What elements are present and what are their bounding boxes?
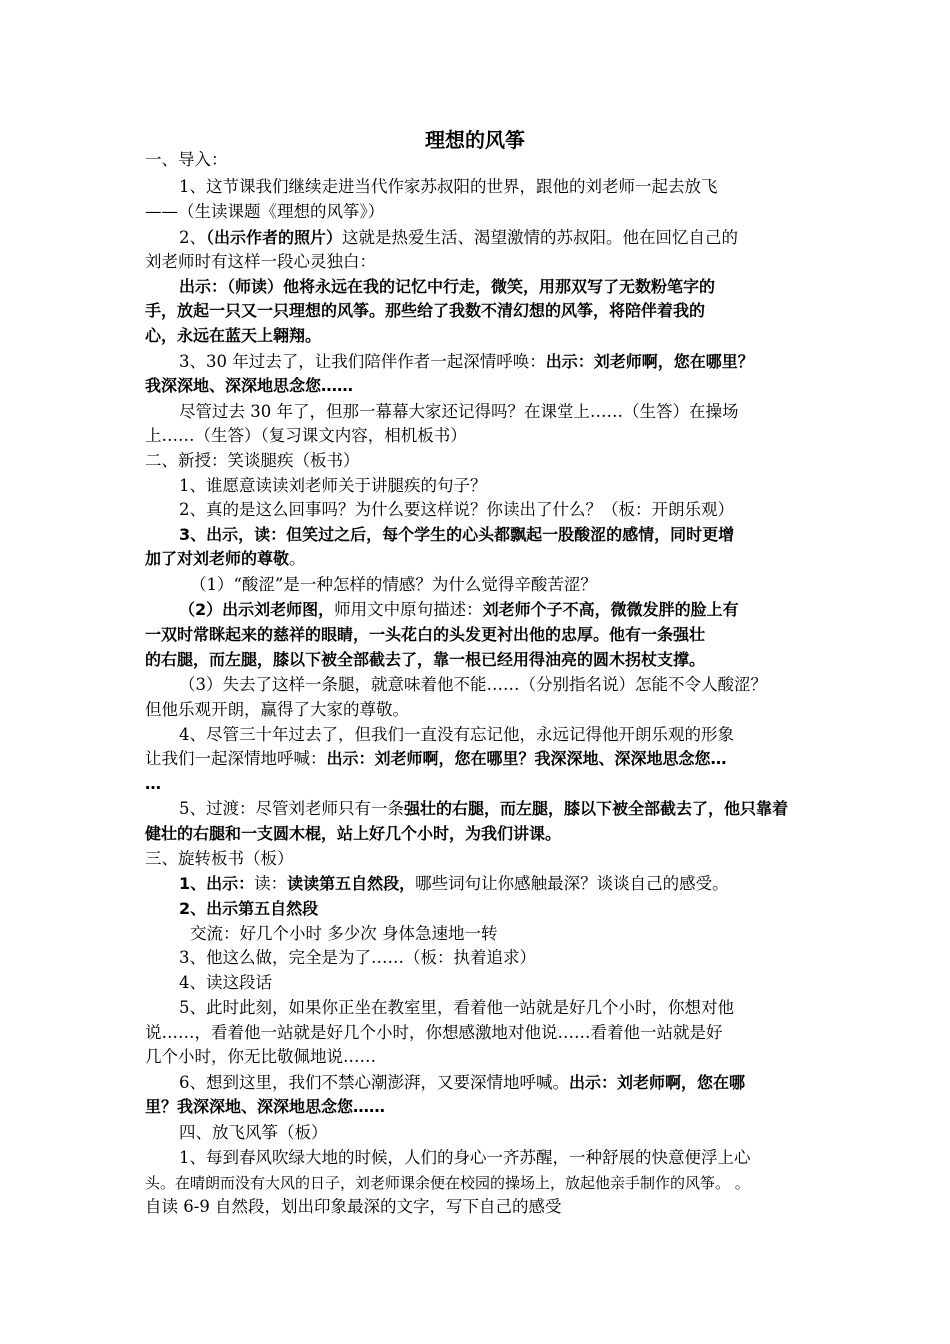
bold-quote-line: 里？我深深地、深深地思念您…… [145, 1097, 386, 1116]
bold-span: 读读第五自然段， [287, 874, 416, 893]
section-heading-kite: 四、放飞风筝（板） [179, 1123, 328, 1142]
text-span: 师用文中原句描述： [334, 600, 483, 619]
bold-span: 加了对刘老师的尊敬 [145, 549, 290, 568]
paragraph-line: 尽管过去 30 年了，但那一幕幕大家还记得吗？在课堂上……（生答）在操场 [179, 402, 739, 421]
paragraph-line [179, 226, 810, 250]
paragraph-line: 刘老师时有这样一段心灵独白： [145, 252, 376, 271]
text-span: 2、 [179, 228, 206, 247]
bold-span: 强壮的右腿，而左腿，膝以下被全部截去了，他只靠着 [404, 799, 789, 818]
text-span: 6、想到这里，我们不禁心潮澎湃，又要深情地呼喊。 [179, 1073, 569, 1092]
bold-span: 刘老师个子不高，微微发胖的脸上有 [482, 600, 739, 619]
bold-quote-line: 的右腿，而左腿，膝以下被全部截去了，靠一根已经用得油亮的圆木拐杖支撑。 [145, 650, 706, 669]
bold-quote-line: 一双时常眯起来的慈祥的眼睛，一头花白的头发更衬出他的忠厚。他有一条强壮 [145, 625, 706, 644]
paragraph-line [179, 797, 810, 821]
bold-quote-line: 手，放起一只又一只理想的风筝。那些给了我数不清幻想的风筝，将陪伴着我的 [145, 301, 706, 320]
paragraph-line: 4、读这段话 [179, 973, 272, 992]
paragraph-line: 交流：好几个小时 多少次 身体急速地一转 [190, 924, 498, 943]
text-span: 哪些词句让你感触最深？谈谈自己的感受。 [415, 874, 729, 893]
bold-span: 出示：刘老师啊，您在哪里？我深深地、深深地思念您… [326, 749, 727, 768]
bold-quote-line: 出示：（师读）他将永远在我的记忆中行走，微笑，用那双写了无数粉笔字的 [179, 277, 716, 296]
bold-quote-line: 3、出示，读：但笑过之后，每个学生的心头都飘起一股酸涩的感情，同时更增 [179, 525, 735, 544]
bold-quote-line: 健壮的右腿和一支圆木棍，站上好几个小时，为我们讲课。 [145, 824, 562, 843]
section-heading-board: 三、旋转板书（板） [145, 849, 294, 868]
paragraph-line: 1、谁愿意读读刘老师关于讲腿疾的句子？ [179, 476, 487, 495]
bold-span: 1、出示： [179, 874, 255, 893]
paragraph-line [179, 872, 810, 896]
text-span: 读： [254, 874, 288, 893]
bold-span: （2）出示刘老师图， [179, 600, 335, 619]
paragraph-line [145, 747, 810, 771]
section-heading-new: 二、新授：笑谈腿疾（板书） [145, 451, 360, 470]
paragraph-line: 4、尽管三十年过去了，但我们一直没有忘记他，永远记得他开朗乐观的形象 [179, 725, 734, 744]
paragraph-line: 但他乐观开朗，赢得了大家的尊敬。 [145, 700, 409, 719]
paragraph-line: 说……，看着他一站就是好几个小时，你想感激地对他说……看着他一站就是好 [145, 1023, 723, 1042]
section-heading-intro: 一、导入： [145, 150, 228, 169]
bold-span: 出示：刘老师啊，您在哪 [569, 1073, 746, 1092]
document-title: 理想的风筝 [425, 128, 525, 152]
paragraph-line [179, 350, 810, 374]
bold-quote-line: … [145, 774, 161, 793]
bold-span: 出示：刘老师啊，您在哪里？ [545, 352, 754, 371]
bold-quote-line: 心，永远在蓝天上翱翔。 [145, 326, 322, 345]
bold-span: （出示作者的照片） [206, 228, 343, 247]
paragraph-line [179, 598, 810, 622]
paragraph-line: 5、此时此刻，如果你正坐在教室里，看着他一站就是好几个小时，你想对他 [179, 998, 734, 1017]
paragraph-line [145, 547, 810, 571]
paragraph-line: 头。在晴朗而没有大风的日子，刘老师课余便在校园的操场上，放起他亲手制作的风筝。 。 [145, 1174, 750, 1192]
paragraph-line: 1、每到春风吹绿大地的时候，人们的身心一齐苏醒，一种舒展的快意便浮上心 [179, 1148, 751, 1167]
paragraph-line: 1、这节课我们继续走进当代作家苏叔阳的世界，跟他的刘老师一起去放飞 [179, 177, 718, 196]
paragraph-line: （1）“酸涩”是一种怎样的情感？为什么觉得辛酸苦涩？ [190, 575, 597, 594]
paragraph-line: ——（生读课题《理想的风筝》） [145, 202, 385, 221]
text-span: 这就是热爱生活、渴望激情的苏叔阳。他在回忆自己的 [342, 228, 739, 247]
paragraph-line: 3、他这么做，完全是为了……（板：执着追求） [179, 948, 536, 967]
paragraph-line: 几个小时，你无比敬佩地说…… [145, 1047, 376, 1066]
paragraph-line: 2、真的是这么回事吗？为什么要这样说？你读出了什么？（板：开朗乐观） [179, 500, 734, 519]
text-span: 让我们一起深情地呼喊： [145, 749, 327, 768]
paragraph-line: （3）失去了这样一条腿，就意味着他不能……（分别指名说）怎能不令人酸涩？ [179, 675, 767, 694]
paragraph-line [179, 1071, 810, 1095]
text-span: 。 [289, 549, 306, 568]
text-span: 3、30 年过去了，让我们陪伴作者一起深情呼唤： [179, 352, 546, 371]
bold-quote-line: 我深深地、深深地思念您…… [145, 376, 354, 395]
text-span: 5、过渡：尽管刘老师只有一条 [179, 799, 404, 818]
paragraph-line: 自读 6-9 自然段，划出印象最深的文字，写下自己的感受 [145, 1197, 562, 1216]
bold-quote-line: 2、出示第五自然段 [179, 899, 319, 918]
paragraph-line: 上……（生答）（复习课文内容，相机板书） [145, 426, 467, 445]
